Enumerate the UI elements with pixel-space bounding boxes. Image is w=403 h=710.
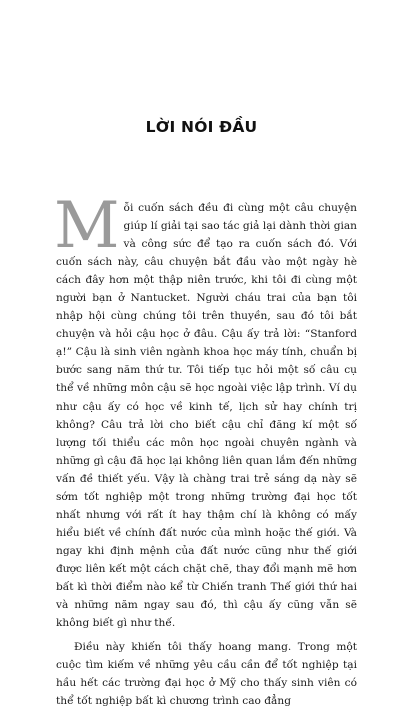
paragraph-1-text: ỗi cuốn sách đều đi cùng một câu chuyện giúp lí giải tại sao tác giả lại dành thời gian và công sức để tạo ra cuốn sách đó. Với cuốn sách này, câu chuyện bắt đầu vào một ngày hè cách đây hơn một thập niên trước, khi tôi đi cùng một người bạn ở Nantucket. Người cháu trai của bạn tôi nhập hội cùng chúng tôi trên thuyền, sau đó tôi bắt chuyện và hỏi cậu học ở đâu. Cậu ấy trả lời: “Stanford ạ!” Cậu là sinh viên ngành khoa học máy tính, chuẩn bị bước sang năm thứ tư. Tôi tiếp tục hỏi một số câu cụ thể về những môn cậu sẽ học ngoài việc lập trình. Ví dụ như cậu ấy có học về kinh tế, lịch sử hay chính trị không? Câu trả lời cho biết cậu chỉ đăng kí một số lượng tối thiểu các môn học ngoài chuyên ngành và những gì cậu đã học lại không liên quan lắm đến những vấn đề thiết yếu. Vậy là chàng trai trẻ sáng dạ này sẽ sớm tốt nghiệp một trong những trường đại học tốt nhất nhưng với rất ít hay thậm chí là không có mấy hiểu biết về chính đất nước của mình hoặc thế giới. Và ngay khi định mệnh của đất nước cũng như thế giới được liên kết một cách chặt chẽ, thay đổi mạnh mẽ hơn bất kì thời điểm nào kể từ Chiến tranh Thế giới thứ hai và những năm ngay sau đó, thì cậu ấy cũng vẫn sẽ không biết gì như thế. <box>56 202 357 630</box>
body-text <box>54 189 357 710</box>
drop-cap-letter: M <box>54 189 120 263</box>
page-heading: LỜI NÓI ĐẦU <box>145 118 258 136</box>
paragraph-1 <box>54 189 357 632</box>
paragraph-2: Điều này khiến tôi thấy hoang mang. Trong một cuộc tìm kiếm về những yêu cầu cần để tốt nghiệp tại hầu hết các trường đại học ở Mỹ cho thấy sinh viên có thể tốt nghiệp bất kì chương trình cao đẳng <box>56 641 357 708</box>
